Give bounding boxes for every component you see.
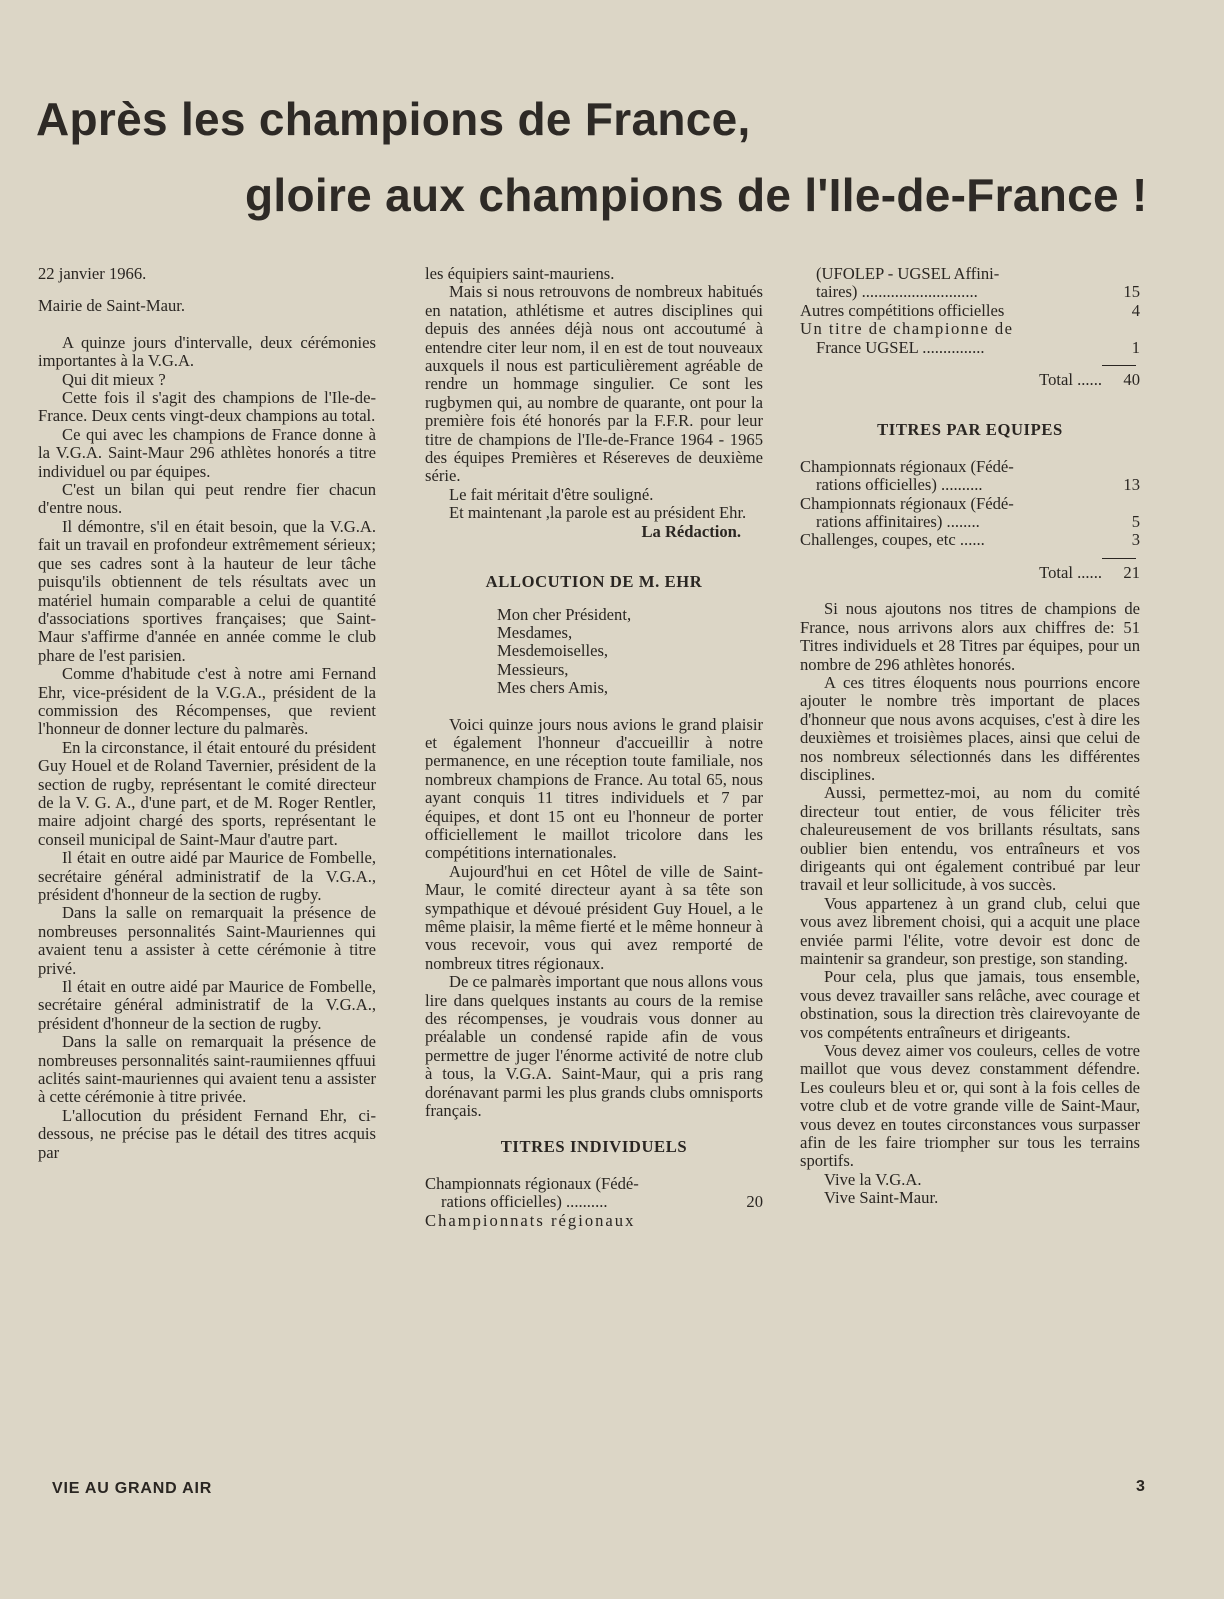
stat-row [425, 1212, 763, 1230]
stat-label: Un titre de championne de [800, 319, 1014, 339]
signature: La Rédaction. [641, 521, 741, 541]
paragraph: Et maintenant ,la parole est au président Ehr. [449, 503, 747, 523]
paragraph: Mais si nous retrouvons de nombreux habitués en natation, athlétisme et autres disciplines qui depuis des années déjà nous ont accoutumé à entendre citer leur nom, il en est de tout nouveaux auxquels il nous est particulièrement agréable de rendre un hommage singulier. Ce sont les rugbymen qui, au nombre de quarante, ont pour la première fois été honorés par la F.F.R. pour leur titre de champions de l'Ile-de-France 1964 - 1965 des équipes Premières et Résereves de deuxième série. [425, 282, 763, 486]
page-number: 3 [1136, 1478, 1145, 1495]
paragraph: Aussi, permettez-moi, au nom du comité directeur tout entier, de vous féliciter très chaleureusement de vos brillants résultats, sans oublier bien entendu, vos entraîneurs et vos dirigeants qui ont également contribué par leur travail et leur sollicitude, à vos succès. [800, 783, 1140, 895]
stat-label: Championnats régionaux (Fédé- [800, 456, 1014, 476]
total-value: 21 [1123, 562, 1140, 582]
stat-row [800, 495, 1140, 513]
article-column-1 [38, 265, 376, 1162]
stat-row [800, 265, 1140, 283]
stat-label: France UGSEL ............... [816, 337, 985, 357]
stat-label: taires) ............................ [816, 282, 978, 302]
stat-value: 20 [746, 1192, 763, 1212]
paragraph: Vous appartenez à un grand club, celui que vous avez librement choisi, qui a acquit une place enviée parmi l'élite, votre devoir est donc de maintenir sa grandeur, son prestige, son standing. [800, 893, 1140, 968]
stat-row [800, 339, 1140, 357]
total-value: 40 [1123, 370, 1140, 390]
paragraph: A quinze jours d'intervalle, deux cérémonies importantes à la V.G.A. [38, 332, 376, 371]
sum-rule [800, 550, 1140, 564]
stat-label: Championnats régionaux (Fédé- [800, 493, 1014, 513]
paragraph: Vive la V.G.A. [824, 1169, 922, 1189]
greeting-line: Messieurs, [497, 659, 569, 679]
paragraph: Si nous ajoutons nos titres de champions de France, nous arrivons alors aux chiffres de: 51 Titres individuels et 28 Titres par équipes, pour un nombre de 296 athlètes honorés. [800, 599, 1140, 674]
stat-row [800, 302, 1140, 320]
stat-value: 5 [1131, 512, 1140, 532]
speech-heading: ALLOCUTION DE M. EHR [485, 572, 703, 592]
stat-row [800, 320, 1140, 338]
stat-label: Championnats régionaux (Fédé- [425, 1173, 639, 1193]
sum-rule [800, 357, 1140, 371]
stat-label: rations officielles) .......... [441, 1192, 608, 1212]
stat-row [800, 458, 1140, 476]
stat-label: Autres compétitions officielles [800, 300, 1005, 320]
paragraph: C'est un bilan qui peut rendre fier chacun d'entre nous. [38, 480, 376, 518]
paragraph: Voici quinze jours nous avions le grand plaisir et également l'honneur d'accueillir à notre permanence, en une réception toute familiale, nos nombreux champions de France. Au total 65, nous ayant conquis 11 titres individuels et 7 par équipes, et dont 15 ont eu l'honneur de porter officiellement le maillot tricolore dans les compétitions internationales. [425, 714, 763, 863]
paragraph: En la circonstance, il était entouré du président Guy Houel et de Roland Tavernier, président de la section de rugby, représentant le comité directeur de la V. G. A., d'une part, et de M. Roger Rentler, maire adjoint chargé des sports, représentant le conseil municipal de Saint-Maur d'autre part. [38, 737, 376, 849]
stat-label: rations officielles) .......... [816, 475, 983, 495]
stat-label: rations affinitaires) ........ [816, 512, 980, 532]
stat-row [800, 531, 1140, 549]
paragraph: Il démontre, s'il en était besoin, que la V.G.A. fait un travail en profondeur extrêmement sérieux; que ses cadres sont à la hauteur de leur tâche puisqu'ils obtiennent de tels résultats avec un matériel humain comparable a celui de quantité d'associations sportives françaises; que Saint-Maur s'affirme d'année en année comme le club phare de l'est parisien. [38, 516, 376, 665]
paragraph: Aujourd'hui en cet Hôtel de ville de Saint-Maur, le comité directeur ayant à sa tête son sympathique et dévoué président Guy Houel, a le même plaisir, la même fierté et le même honneur à vous recevoir, vous qui avez remporté de nombreux titres régionaux. [425, 861, 763, 973]
paragraph: Dans la salle on remarquait la présence de nombreuses personnalités Saint-Mauriennes qui avaient tenu a assister à cette cérémonie à titre privé. [38, 903, 376, 978]
team-titles-heading: TITRES PAR EQUIPES [877, 420, 1063, 440]
paragraph: Qui dit mieux ? [62, 369, 166, 389]
paragraph: les équipiers saint-mauriens. [425, 264, 615, 283]
paragraph: De ce palmarès important que nous allons vous lire dans quelques instants au cours de la remise des récompenses, je voudrais vous donner au préalable un condensé rapide afin de vous permettre de juger l'énorme activité de notre club à tous, la V.G.A. Saint-Maur, qui a pris rang dorénavant parmi les plus grands clubs omnisports français. [425, 972, 763, 1121]
paragraph: Il était en outre aidé par Maurice de Fombelle, secrétaire général administratif de la V.G.A., président d'honneur de la section de rugby. [38, 848, 376, 904]
article-place: Mairie de Saint-Maur. [38, 296, 186, 316]
paragraph: Il était en outre aidé par Maurice de Fombelle, secrétaire général administratif de la V.G.A., président d'honneur de la section de rugby. [38, 977, 376, 1033]
stat-row [800, 513, 1140, 531]
publication-name: VIE AU GRAND AIR [52, 1480, 213, 1497]
headline-line-2: gloire aux champions de l'Ile-de-France ! [245, 169, 1148, 221]
stat-label: Challenges, coupes, etc ...... [800, 530, 985, 550]
article-date: 22 janvier 1966. [38, 264, 147, 283]
paragraph: Cette fois il s'agit des champions de l'Ile-de-France. Deux cents vingt-deux champions au total. [38, 388, 376, 426]
total-row [800, 564, 1140, 582]
paragraph: Le fait méritait d'être souligné. [449, 484, 654, 504]
stat-row [425, 1193, 763, 1211]
paragraph: Pour cela, plus que jamais, tous ensemble, vous devez travailler sans relâche, avec courage et obstination, sous la direction très clairevoyante de vos compétents entraîneurs et dirigeants. [800, 967, 1140, 1042]
greeting-line: Mesdemoiselles, [497, 641, 609, 661]
stat-label: Championnats régionaux [425, 1210, 636, 1230]
article-column-3 [800, 265, 1140, 1208]
stat-value: 13 [1123, 475, 1140, 495]
stat-value: 3 [1131, 530, 1140, 550]
paragraph: Vous devez aimer vos couleurs, celles de votre maillot que vous devez constamment défendre. Les couleurs bleu et or, qui sont à la fois celles de votre club et de votre grande ville de Saint-Maur, vous devez en toutes circonstances vous surpasser afin de les faire triompher sur tous les terrains sportifs. [800, 1041, 1140, 1171]
total-row [800, 371, 1140, 389]
stat-value: 15 [1123, 282, 1140, 302]
paragraph: Vive Saint-Maur. [824, 1188, 939, 1208]
total-label: Total ...... [1039, 562, 1102, 582]
stat-label: (UFOLEP - UGSEL Affini- [816, 264, 1000, 283]
paragraph: A ces titres éloquents nous pourrions encore ajouter le nombre très important de places d'honneur que nous avons acquises, c'est à dire les deuxièmes et troisièmes places, ainsi que celui de nos nombreux sélectionnés dans les différentes disciplines. [800, 672, 1140, 784]
paragraph: L'allocution du président Fernand Ehr, ci-dessous, ne précise pas le détail des titres acquis par [38, 1105, 376, 1162]
paragraph: Ce qui avec les champions de France donne à la V.G.A. Saint-Maur 296 athlètes honorés a titre individuel ou par équipes. [38, 424, 376, 481]
greeting-line: Mesdames, [497, 622, 573, 642]
greeting-line: Mon cher Président, [497, 604, 632, 624]
paragraph: Comme d'habitude c'est à notre ami Fernand Ehr, vice-président de la V.G.A., président de la commission des Récompenses, que revient l'honneur de donner lecture du palmarès. [38, 664, 376, 739]
stat-value: 4 [1131, 300, 1140, 320]
stat-row [800, 283, 1140, 301]
stat-value: 1 [1131, 337, 1140, 357]
total-label: Total ...... [1039, 370, 1102, 390]
stat-row [425, 1175, 763, 1193]
greeting-line: Mes chers Amis, [497, 678, 609, 698]
individual-titles-heading: TITRES INDIVIDUELS [500, 1137, 688, 1157]
headline-line-1: Après les champions de France, [36, 93, 751, 145]
article-column-2 [425, 265, 763, 1230]
paragraph: Dans la salle on remarquait la présence de nombreuses personnalités saint-raumiiennes qffuui aclités saint-mauriennes qui avaient tenu a assister à cette cérémonie à titre privée. [38, 1032, 376, 1107]
stat-row [800, 476, 1140, 494]
